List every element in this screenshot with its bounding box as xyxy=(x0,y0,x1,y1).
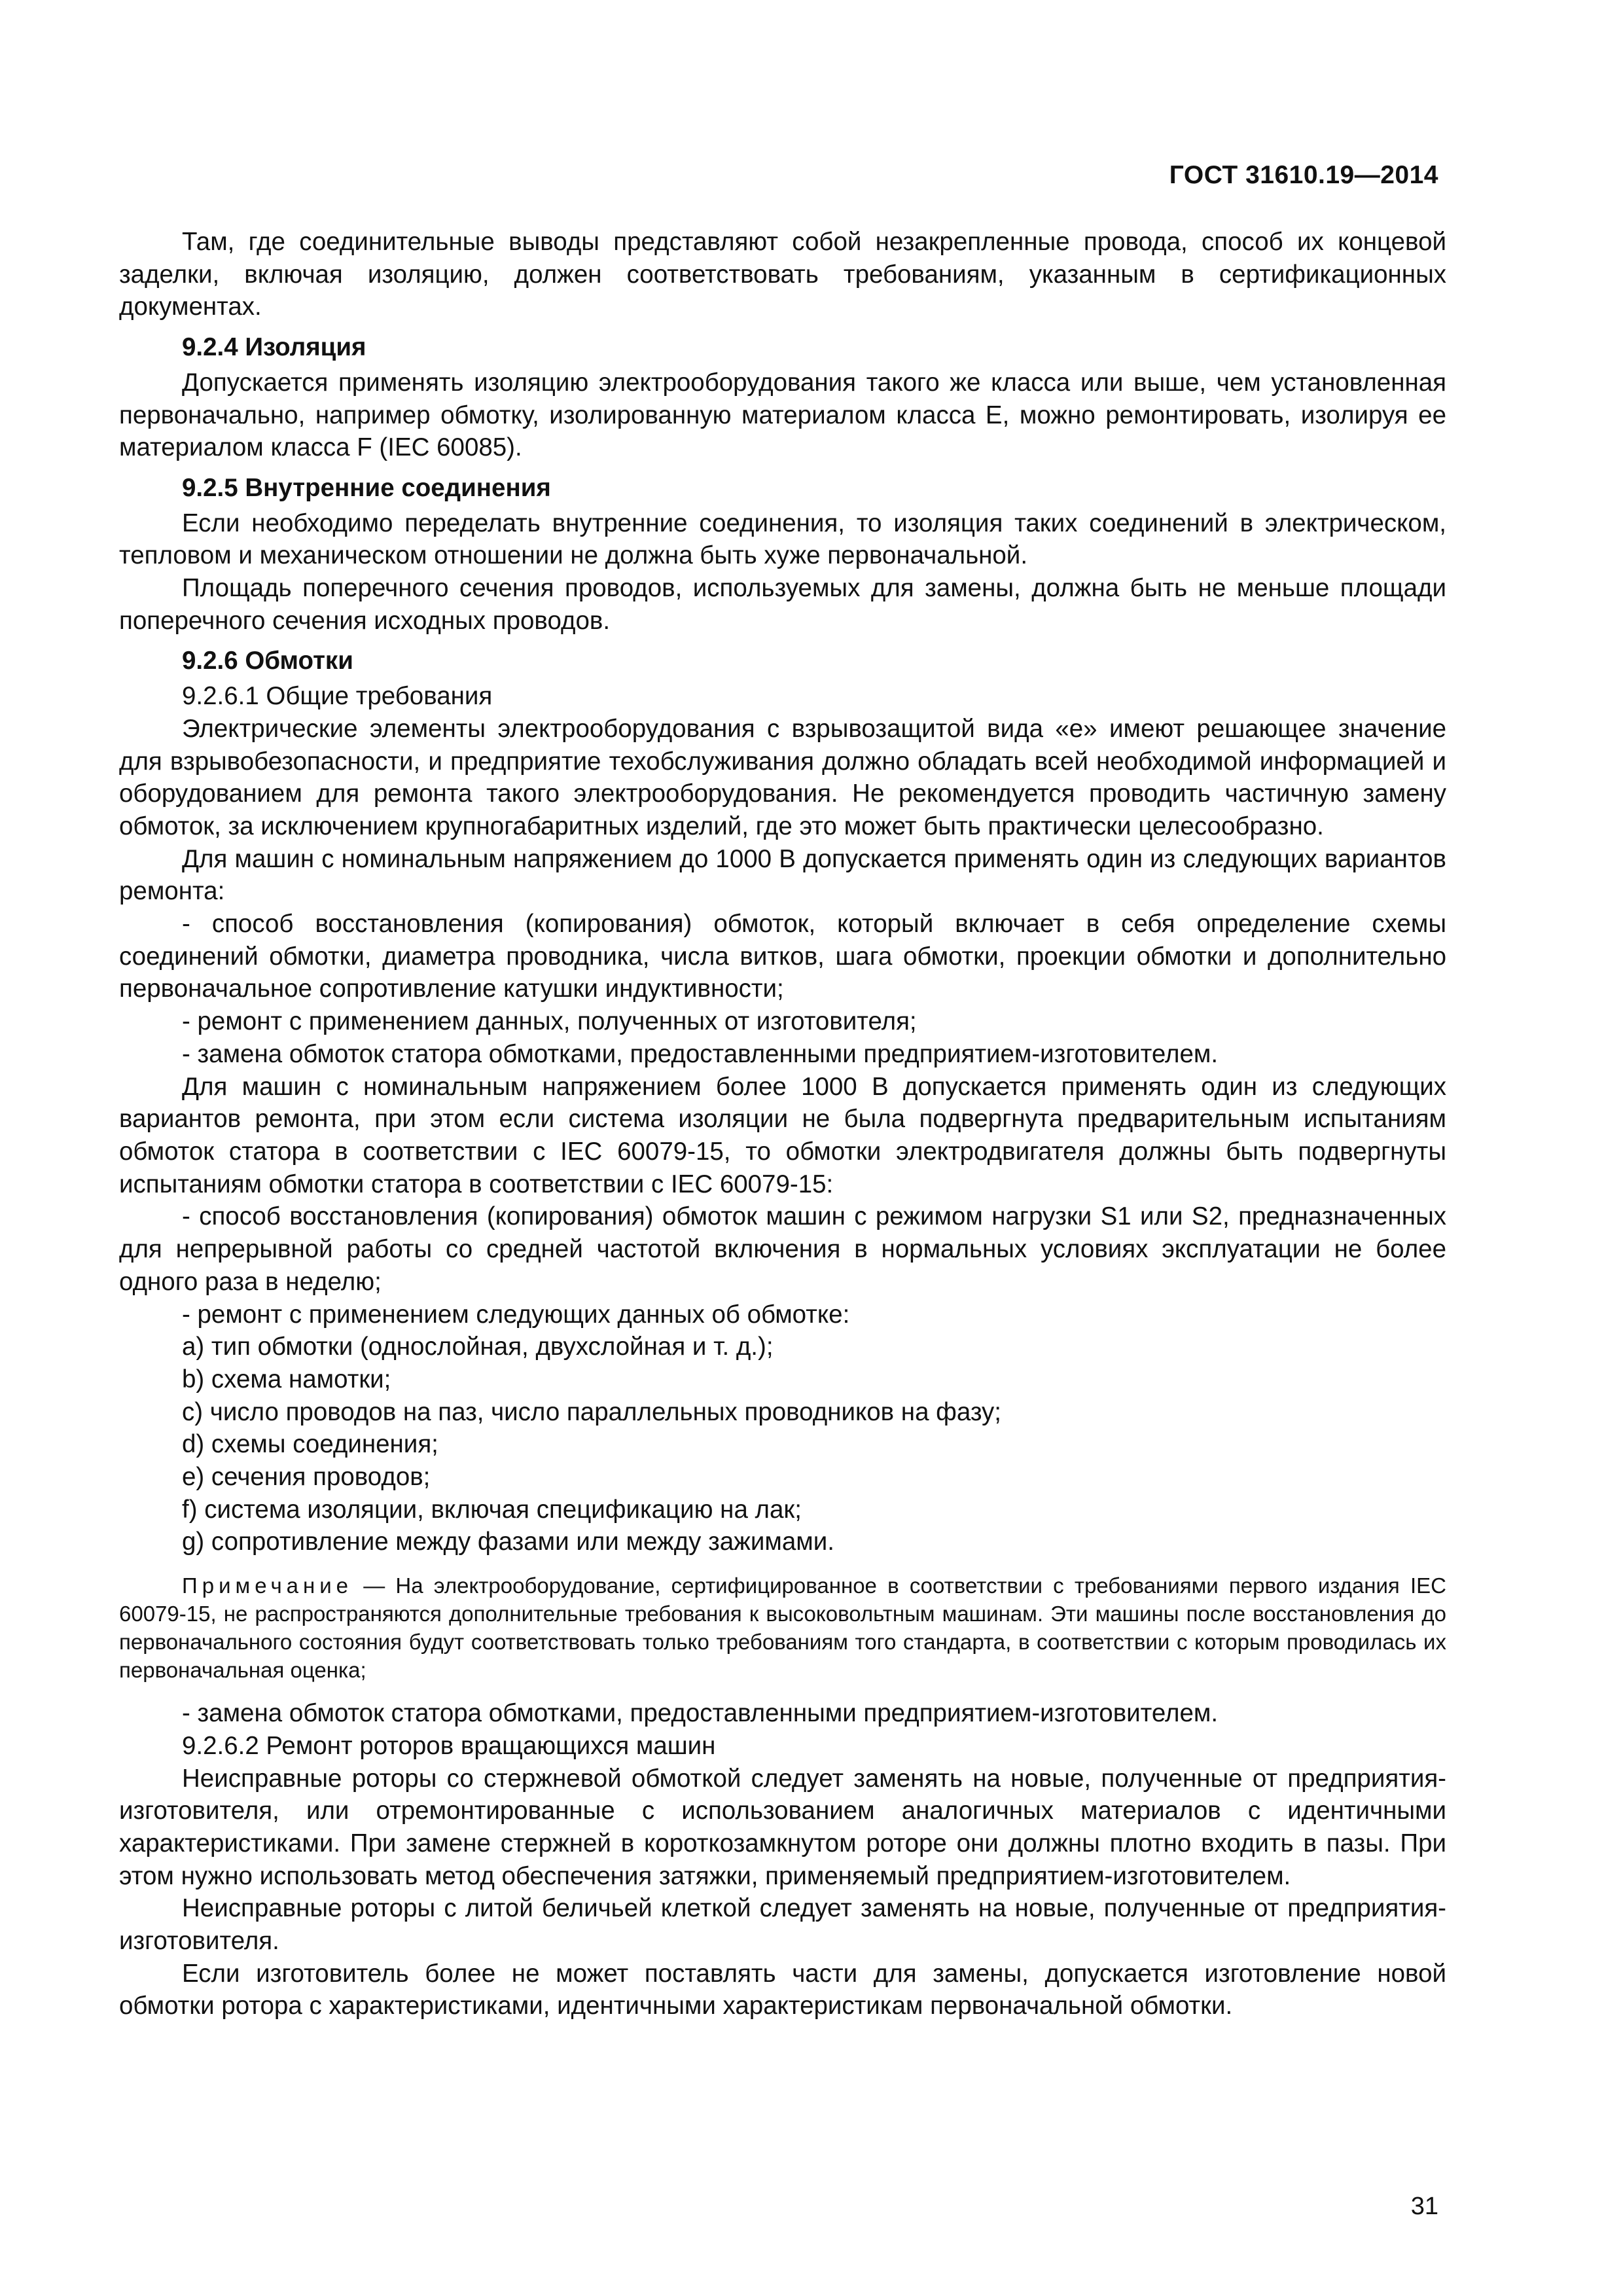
paragraph: Для машин с номинальным напряжением до 1000 В допускается применять один из следующих вариантов ремонта: xyxy=(119,844,1446,906)
note-label: Примечание xyxy=(182,1573,353,1598)
paragraph: Неисправные роторы с литой беличьей клеткой следует заменять на новые, полученные от предприятия-изготовителя. xyxy=(119,1894,1446,1956)
page-number: 31 xyxy=(1410,2193,1438,2220)
list-item: - замена обмоток статора обмотками, предоставленными предприятием-изготовителем. xyxy=(182,1699,1219,1728)
note xyxy=(119,1571,1446,1684)
paragraph: Если необходимо переделать внутренние соединения, то изоляция таких соединений в электрическом, тепловом и механическом отношении не должна быть хуже первоначальной. xyxy=(119,509,1446,570)
list-item: - способ восстановления (копирования) обмоток машин с режимом нагрузки S1 или S2, предназначенных для непрерывной работы со средней частотой включения в нормальных условиях эксплуатации не более одного раза в неделю; xyxy=(119,1202,1446,1296)
list-item: a) тип обмотки (однослойная, двухслойная и т. д.); xyxy=(182,1333,774,1361)
paragraph: Площадь поперечного сечения проводов, используемых для замены, должна быть не меньше площади поперечного сечения исходных проводов. xyxy=(119,574,1446,635)
list-item: - замена обмоток статора обмотками, предоставленными предприятием-изготовителем. xyxy=(182,1039,1219,1068)
list-item: d) схемы соединения; xyxy=(182,1430,438,1459)
paragraph: Если изготовитель более не может поставлять части для замены, допускается изготовление новой обмотки ротора с характеристиками, идентичными характеристикам первоначальной обмотки. xyxy=(119,1959,1446,2020)
paragraph: Электрические элементы электрооборудования с взрывозащитой вида «е» имеют решающее значение для взрывобезопасности, и предприятие техобслуживания должно обладать всей необходимой информацией и оборудованием для ремонта такого электрооборудования. Не рекомендуется проводить частичную замену обмоток, за исключением крупногабаритных изделий, где это может быть практически целесообразно. xyxy=(119,714,1446,840)
list-item: - способ восстановления (копирования) обмоток, который включает в себя определение схемы соединений обмотки, диаметра проводника, числа витков, шага обмотки, проекции обмотки и дополнительно первоначальное сопротивление катушки индуктивности; xyxy=(119,910,1446,1003)
list-item: e) сечения проводов; xyxy=(182,1463,431,1492)
list-item: f) система изоляции, включая спецификацию на лак; xyxy=(182,1495,802,1524)
list-item: g) сопротивление между фазами или между зажимами. xyxy=(182,1528,834,1556)
standard-header: ГОСТ 31610.19—2014 xyxy=(1169,161,1438,189)
section-heading-9-2-5: 9.2.5 Внутренние соединения xyxy=(182,473,551,502)
section-heading-9-2-4: 9.2.4 Изоляция xyxy=(182,333,366,362)
page-body xyxy=(119,226,1446,2022)
paragraph: Там, где соединительные выводы представляют собой незакрепленные провода, способ их концевой заделки, включая изоляцию, должен соответствовать требованиям, указанным в сертификационных документах. xyxy=(119,228,1446,321)
list-item: - ремонт с применением следующих данных об обмотке: xyxy=(182,1300,850,1329)
paragraph: Для машин с номинальным напряжением более 1000 В допускается применять один из следующих вариантов ремонта, при этом если система изоляции не была подвергнута предварительным испытаниям обмоток статора в соответствии с IEC 60079-15, то обмотки электродвигателя должны быть подвергнуты испытаниям обмотки статора в соответствии с IEC 60079-15: xyxy=(119,1072,1446,1198)
list-item: - ремонт с применением данных, полученных от изготовителя; xyxy=(182,1007,917,1036)
list-item: b) схема намотки; xyxy=(182,1365,391,1393)
subsection-heading-9-2-6-2: 9.2.6.2 Ремонт роторов вращающихся машин xyxy=(182,1731,716,1760)
paragraph: Неисправные роторы со стержневой обмоткой следует заменять на новые, полученные от предприятия-изготовителя, или отремонтированные с использованием аналогичных материалов с идентичными характеристиками. При замене стержней в короткозамкнутом роторе они должны плотно входить в пазы. При этом нужно использовать метод обеспечения затяжки, применяемый предприятием-изготовителем. xyxy=(119,1764,1446,1890)
paragraph: Допускается применять изоляцию электрооборудования такого же класса или выше, чем установленная первоначально, например обмотку, изолированную материалом класса Е, можно ремонтировать, изолируя ее материалом класса F (IEC 60085). xyxy=(119,368,1446,462)
list-item: c) число проводов на паз, число параллельных проводников на фазу; xyxy=(182,1397,1002,1426)
subsection-heading-9-2-6-1: 9.2.6.1 Общие требования xyxy=(182,682,493,711)
section-heading-9-2-6: 9.2.6 Обмотки xyxy=(182,647,353,675)
note-text: — На электрооборудование, сертифицированное в соответствии с требованиями первого издания IEC 60079-15, не распространяются дополнительные требования к высоковольтным машинам. Эти машины после восстановления до первоначального состояния будут соответствовать только требованиям того стандарта, в соответствии с которым проводилась их первоначальная оценка; xyxy=(119,1573,1446,1683)
